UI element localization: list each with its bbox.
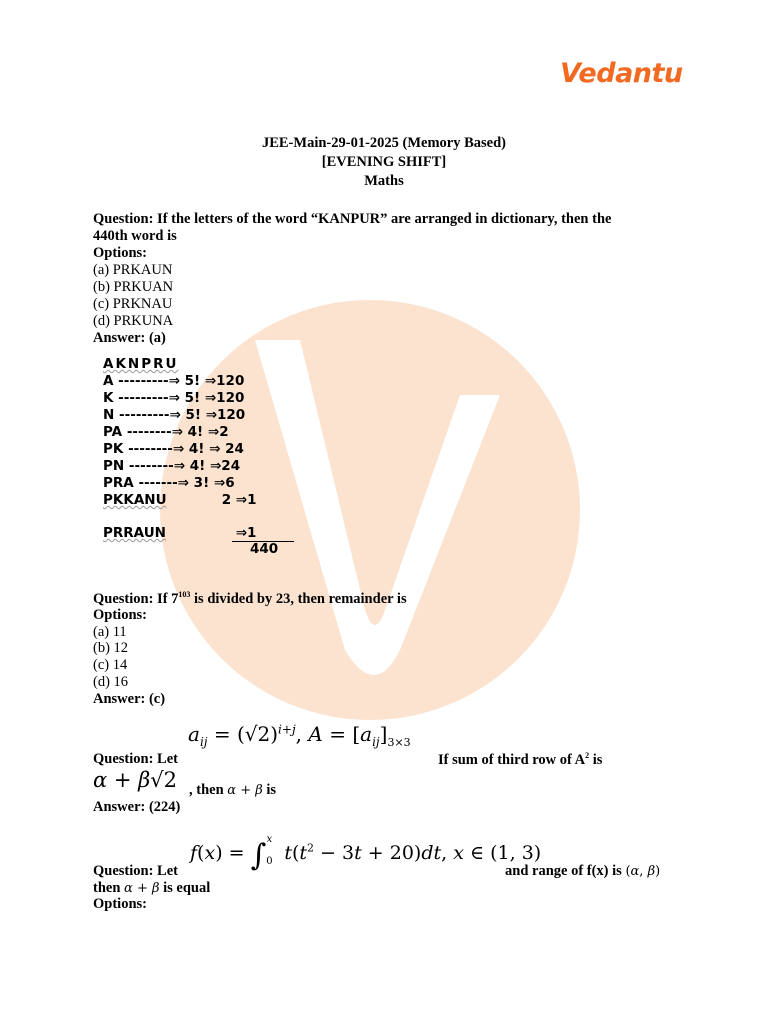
- q4-options-label: Options:: [93, 896, 147, 912]
- q2-option-c: (c) 14: [93, 657, 128, 673]
- solution-row-pkkanu: [103, 492, 257, 508]
- solution-row-pa: [103, 424, 229, 440]
- q3-then: , then α + β is: [189, 782, 277, 798]
- q2-answer: Answer: (c): [93, 691, 166, 707]
- solution-arrow: -------⇒ 3! ⇒6: [138, 475, 235, 491]
- q3-formula: $a_{ij} = (√2)^{i+j}$, $A = [a_{ij}]_{3\times 3}$: [188, 722, 411, 749]
- q2-exponent: 103: [178, 590, 191, 599]
- q3-answer: Answer: (224): [93, 799, 181, 815]
- solution-letters: AKNPRU: [103, 356, 179, 372]
- q2-text-before: If 7: [157, 590, 179, 607]
- q1-question-text: If the letters of the word “KANPUR” are arranged in dictionary, then the: [157, 211, 612, 227]
- solution-arrow: --------⇒ 4! ⇒24: [128, 458, 241, 474]
- watermark-v-logo: [160, 300, 580, 720]
- q1-option-d: (d) PRKUNA: [93, 313, 174, 329]
- q1-answer: Answer: (a): [93, 330, 166, 346]
- solution-arrow: 2 ⇒1: [221, 492, 257, 508]
- solution-row-pra: [103, 475, 235, 491]
- solution-total: 440: [250, 541, 279, 557]
- solution-arrow: --------⇒ 4! ⇒ 24: [128, 441, 244, 457]
- solution-prefix: PK: [103, 441, 124, 457]
- solution-prefix: K: [103, 390, 114, 406]
- q1-option-a: (a) PRKAUN: [93, 262, 173, 278]
- q2-option-a: (a) 11: [93, 624, 127, 640]
- solution-last-prefix: PRRAUN: [103, 525, 166, 541]
- q2-option-d: (d) 16: [93, 674, 129, 690]
- solution-row-n: [103, 407, 245, 423]
- q3-alpha-beta-expression: α + β√2: [93, 768, 178, 792]
- vedantu-logo: Vedantu: [560, 58, 683, 89]
- solution-row-pn: [103, 458, 240, 474]
- q4-text: and range of f(x) is (α, β): [505, 863, 661, 879]
- exam-title: JEE-Main-29-01-2025 (Memory Based): [261, 135, 507, 151]
- solution-prefix: PKKANU: [103, 492, 167, 508]
- solution-prefix: PN: [103, 458, 125, 474]
- q1-options-label: Options:: [93, 245, 147, 261]
- q1-question-label: Question:: [93, 211, 154, 227]
- solution-last-value: ⇒1: [235, 525, 257, 541]
- q1-option-c: (c) PRKNAU: [93, 296, 173, 312]
- q2-text-after: is divided by 23, then remainder is: [194, 590, 407, 607]
- q4-formula: $f(x) = \int_0^x$ $t(t^2 - 3t + 20)dt$, x ∈ (1, 3): [190, 833, 542, 873]
- solution-arrow: ---------⇒ 5! ⇒120: [118, 390, 245, 406]
- q4-then: then α + β is equal: [93, 880, 211, 896]
- q2-question: [93, 590, 407, 608]
- q3-text: If sum of third row of $A^2$ is: [438, 751, 603, 768]
- solution-arrow: ---------⇒ 5! ⇒120: [118, 373, 245, 389]
- q1-question: [93, 211, 611, 228]
- q1-option-b: (b) PRKUAN: [93, 279, 174, 295]
- solution-row-k: [103, 390, 244, 406]
- solution-prefix: N: [103, 407, 115, 423]
- q3-label: Question: Let: [93, 751, 178, 767]
- solution-prefix: PA: [103, 424, 123, 440]
- solution-arrow: ---------⇒ 5! ⇒120: [119, 407, 246, 423]
- solution-prefix: PRA: [103, 475, 134, 491]
- solution-row-pk: [103, 441, 244, 457]
- q1-question-text-2: 440th word is: [93, 228, 177, 244]
- shift-title: [EVENING SHIFT]: [321, 154, 447, 170]
- solution-row-last: [103, 525, 256, 541]
- q2-label: Question:: [93, 590, 154, 607]
- q2-option-b: (b) 12: [93, 640, 129, 656]
- q4-label: Question: Let: [93, 863, 178, 879]
- solution-row-a: [103, 373, 244, 389]
- subject-title: Maths: [364, 173, 404, 189]
- solution-arrow: --------⇒ 4! ⇒2: [126, 424, 229, 440]
- solution-prefix: A: [103, 373, 114, 389]
- q2-options-label: Options:: [93, 607, 147, 623]
